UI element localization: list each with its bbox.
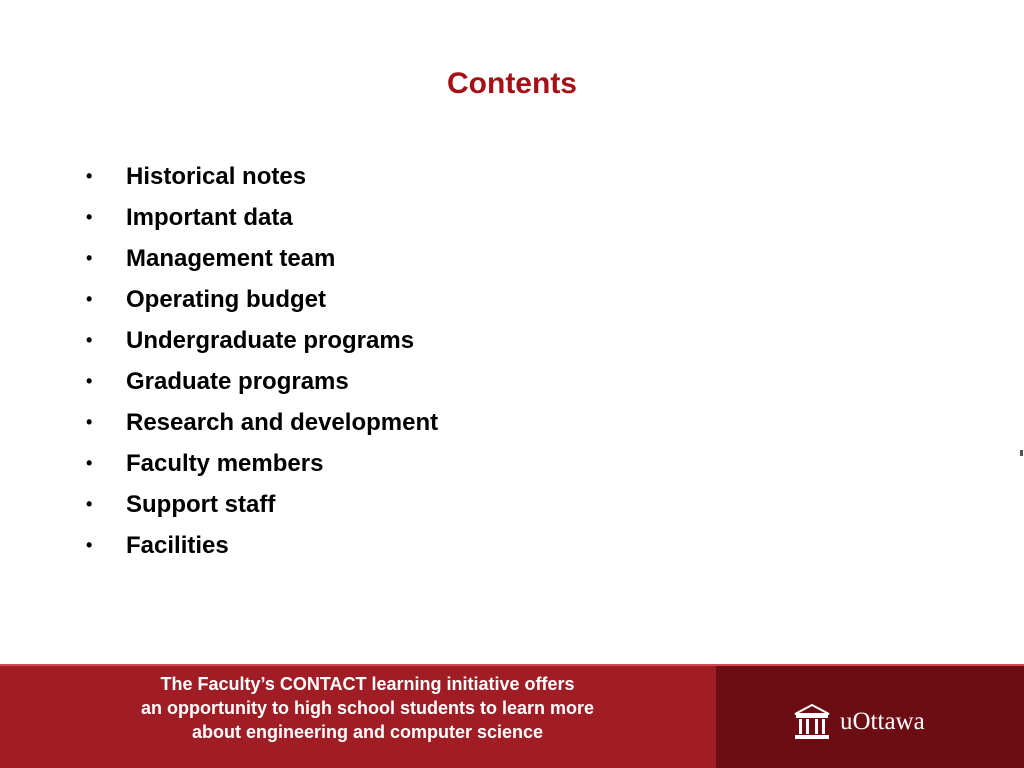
footer-line: about engineering and computer science: [191, 722, 544, 742]
logo-text: uOttawa: [840, 708, 925, 735]
list-item-label: Research and development: [126, 408, 439, 436]
bullet-icon: •: [86, 166, 93, 186]
bullet-icon: •: [86, 412, 93, 432]
uottawa-logo: [792, 702, 925, 742]
bullet-icon: •: [86, 330, 93, 350]
list-item: [86, 156, 438, 197]
list-item: [86, 402, 438, 443]
list-item-label: Graduate programs: [126, 367, 349, 395]
list-item: [86, 443, 438, 484]
footer-line: an opportunity to high school students to learn more: [140, 698, 594, 718]
bullet-icon: •: [86, 535, 93, 555]
list-item: [86, 279, 438, 320]
footer-line: The Faculty’s CONTACT learning initiative offers: [160, 674, 575, 694]
list-item: [86, 361, 438, 402]
bullet-icon: •: [86, 207, 93, 227]
list-item-label: Historical notes: [126, 162, 307, 190]
list-item-label: Support staff: [126, 490, 276, 518]
edge-mark: [1020, 450, 1023, 456]
list-item-label: Operating budget: [126, 285, 326, 313]
list-item: [86, 197, 438, 238]
list-item: [86, 525, 438, 566]
bullet-icon: •: [86, 453, 93, 473]
building-icon: [792, 702, 832, 742]
list-item-label: Undergraduate programs: [126, 326, 415, 354]
list-item: [86, 320, 438, 361]
list-item: [86, 484, 438, 525]
slide-title: Contents: [447, 67, 577, 100]
bullet-icon: •: [86, 371, 93, 391]
list-item-label: Important data: [126, 203, 293, 231]
footer-banner: [0, 664, 1024, 768]
list-item: [86, 238, 438, 279]
logo-panel: [716, 666, 1024, 768]
bullet-icon: •: [86, 248, 93, 268]
bullet-icon: •: [86, 494, 93, 514]
list-item-label: Management team: [126, 244, 336, 272]
footer-message: [0, 672, 735, 744]
list-item-label: Facilities: [126, 531, 229, 559]
contents-list: [86, 156, 438, 566]
list-item-label: Faculty members: [126, 449, 324, 477]
bullet-icon: •: [86, 289, 93, 309]
